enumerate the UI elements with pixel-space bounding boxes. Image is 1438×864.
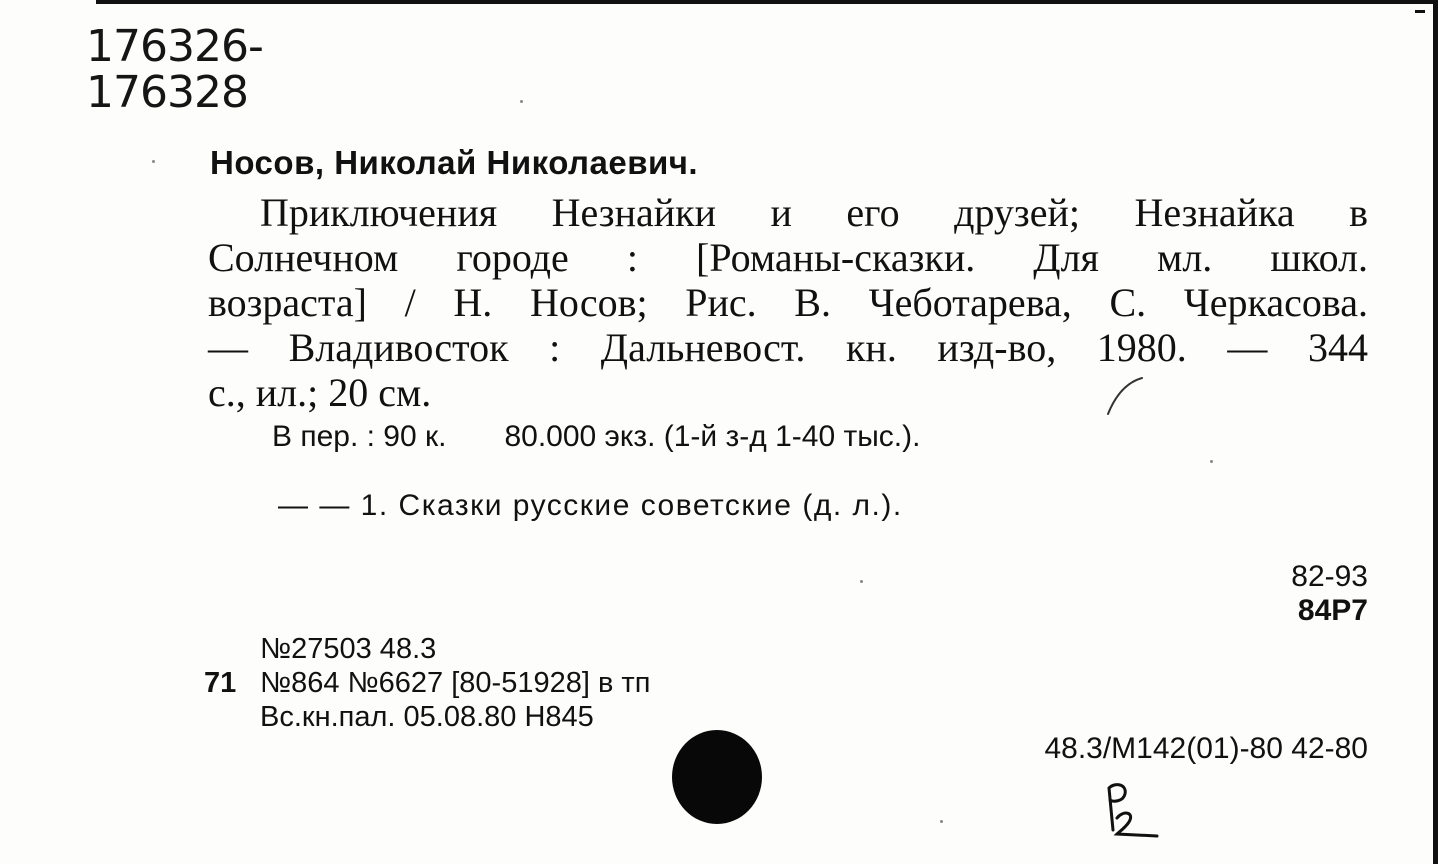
card-edge-top [96, 0, 1438, 4]
paper-speck [152, 160, 155, 163]
paper-speck [1210, 460, 1213, 463]
udc-code: 82-93 [1291, 560, 1368, 593]
row-text: №864 №6627 [80-51928] в тп [260, 667, 651, 699]
card-number-range [86, 21, 263, 118]
bbk-index: 84Р7 [1297, 594, 1368, 627]
author-heading: Носов, Николай Николаевич. [210, 144, 699, 181]
number-range-start: 176326- [86, 21, 263, 72]
row-prefix [204, 700, 260, 734]
description-line: — Владивосток : Дальневост. кн. изд-во, 1980. — 344 [208, 325, 1368, 370]
row-prefix: 71 [204, 667, 237, 699]
paper-speck [860, 580, 863, 583]
row-prefix [204, 632, 260, 666]
handwritten-mark-r2 [1095, 778, 1165, 842]
paper-speck [520, 100, 523, 103]
price: В пер. : 90 к. [272, 420, 447, 453]
classification-codes [1291, 560, 1368, 628]
description-line: Приключения Незнайки и его друзей; Незнайка в [260, 190, 1368, 235]
registration-row [204, 700, 650, 734]
registration-block [204, 632, 650, 734]
card-edge-right [1433, 0, 1438, 864]
punch-hole [672, 730, 762, 824]
row-text: №27503 48.3 [260, 633, 437, 665]
bbk-author-code: 48.3/М142(01)-80 42-80 [1044, 732, 1368, 765]
price-line [272, 420, 978, 454]
registration-row [204, 666, 650, 700]
pencil-stroke-mark [1102, 374, 1146, 418]
number-range-end: 176328 [86, 67, 248, 118]
edge-mark [1415, 10, 1425, 13]
row-text: Вс.кн.пал. 05.08.80 Н845 [260, 701, 594, 733]
registration-row [204, 632, 650, 666]
description-line: возраста] / Н. Носов; Рис. В. Чеботарева, С. Черкасова. [208, 280, 1368, 325]
bibliographic-description [208, 190, 1368, 415]
description-line: Солнечном городе : [Романы-сказки. Для мл. школ. [208, 235, 1368, 280]
subject-heading: — — 1. Сказки русские советские (д. л.). [278, 489, 903, 522]
print-run: 80.000 экз. (1-й з-д 1-40 тыс.). [504, 420, 921, 453]
description-line: с., ил.; 20 см. [208, 370, 432, 415]
paper-speck [940, 820, 943, 823]
